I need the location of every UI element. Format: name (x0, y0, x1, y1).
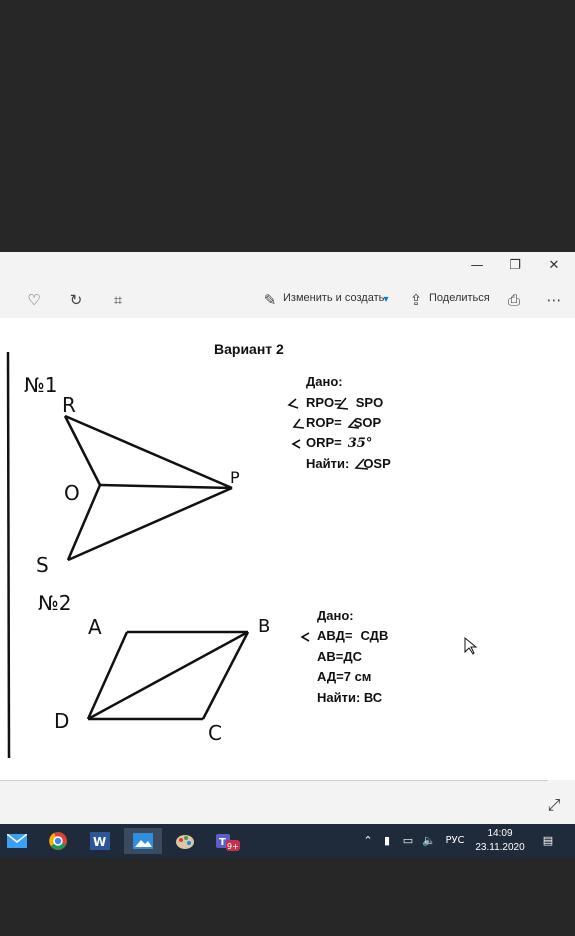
angle-icon (294, 419, 304, 428)
point-p: P (230, 468, 240, 487)
photos-icon[interactable] (124, 828, 162, 854)
segment-rp (65, 416, 232, 488)
point-d: D (54, 709, 70, 733)
bottom-background (0, 858, 575, 936)
teams-badge: 9+ (227, 842, 239, 851)
given-part: СДВ (360, 628, 389, 643)
find-value: OSP (363, 456, 391, 471)
task2-find-line: Найти: ВС (317, 690, 383, 705)
chrome-icon[interactable] (43, 828, 73, 854)
task1-find-line (306, 454, 391, 474)
given-part: SOP (353, 415, 382, 430)
task2-given-line2: АВ=ДС (317, 649, 363, 664)
worksheet-drawing (0, 318, 575, 780)
divider (0, 780, 548, 781)
paint-icon[interactable] (170, 828, 200, 854)
point-c: C (208, 721, 222, 745)
svg-text:W: W (93, 835, 107, 849)
task2-given-header: Дано: (317, 608, 354, 623)
time: 14:09 (487, 828, 513, 839)
minimize-icon[interactable]: — (470, 258, 484, 273)
given-part: 35° (347, 436, 373, 451)
segment-ro (65, 416, 100, 485)
svg-text:T: T (219, 837, 226, 848)
edit-create-icon[interactable]: ✎ (263, 291, 277, 309)
top-background (0, 0, 575, 252)
task2-labels (38, 591, 270, 745)
segment-op (100, 485, 232, 488)
segment-sp (68, 488, 232, 560)
network-icon[interactable]: ▭ (402, 834, 414, 847)
fullscreen-icon[interactable]: ⤢ (547, 795, 561, 814)
mouse-cursor-icon (465, 638, 476, 654)
task1-given-line1 (306, 393, 383, 413)
find-label: Найти: (306, 456, 350, 471)
angle-icon (289, 399, 298, 408)
task2-given-line3: АД=7 см (317, 669, 372, 684)
more-options-icon[interactable]: ⋯ (546, 291, 562, 309)
chevron-down-icon[interactable]: ▾ (383, 294, 389, 305)
task1-number: №1 (24, 373, 58, 397)
clock[interactable] (470, 827, 530, 855)
edit-create-button[interactable]: Изменить и создать (283, 292, 385, 304)
margin-line (8, 352, 9, 758)
usb-icon[interactable]: ▮ (383, 834, 391, 847)
worksheet-title: Вариант 2 (214, 341, 284, 357)
crop-icon[interactable]: ⌗ (113, 291, 123, 309)
volume-icon[interactable]: 🔈 (422, 834, 436, 847)
title-bar (0, 252, 575, 280)
close-icon[interactable]: ✕ (548, 258, 560, 273)
angle-icon (293, 440, 300, 448)
word-icon[interactable] (85, 828, 115, 854)
point-r: R (62, 393, 76, 417)
task1-given-header: Дано: (306, 374, 343, 389)
task1-figure (65, 416, 232, 560)
windows-taskbar (0, 824, 575, 858)
given-part: ROP= (306, 415, 342, 430)
share-button[interactable]: Поделиться (429, 292, 490, 304)
point-o: O (64, 481, 80, 505)
share-icon[interactable]: ⇪ (409, 291, 423, 309)
point-a: A (88, 615, 102, 639)
given-part: SPO (355, 395, 384, 410)
point-b: B (258, 616, 271, 637)
point-s: S (36, 553, 49, 577)
date: 23.11.2020 (475, 842, 525, 853)
segment-da (88, 632, 127, 719)
segment-db (88, 632, 248, 719)
given-part: RPO= (306, 395, 342, 410)
mail-icon[interactable] (2, 828, 32, 854)
task2-given-line1 (317, 626, 388, 646)
task2-figure (88, 632, 248, 719)
angle-icon (302, 633, 309, 641)
task1-given-line2 (306, 413, 381, 433)
task1-given-line3 (306, 433, 372, 454)
print-icon[interactable]: ⎙ (507, 291, 520, 309)
task2-number: №2 (38, 591, 72, 615)
teams-icon[interactable] (212, 828, 242, 854)
given-part: АВД= (317, 628, 353, 643)
notifications-icon[interactable]: ▤ (542, 834, 554, 847)
rotate-icon[interactable]: ↻ (69, 291, 83, 309)
restore-icon[interactable]: ❐ (509, 258, 521, 273)
task1-labels (24, 373, 240, 577)
language-indicator[interactable]: РУС (445, 835, 465, 846)
toolbar (0, 282, 575, 318)
given-part: ORP= (306, 435, 342, 450)
chevron-up-icon[interactable]: ⌃ (363, 834, 373, 847)
heart-icon[interactable]: ♡ (27, 291, 41, 309)
